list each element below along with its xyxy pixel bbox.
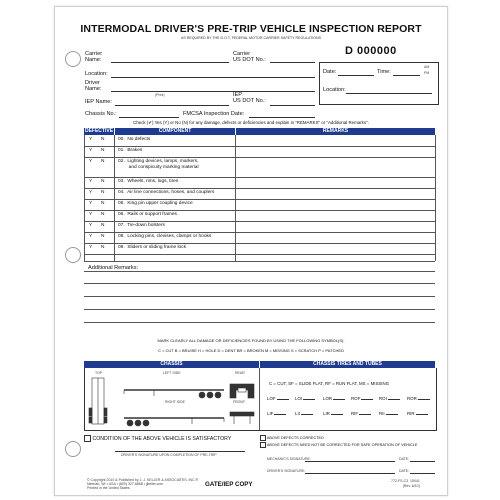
component-name: 09. Sliders or sliding frame lock	[118, 245, 186, 250]
mechanic-date-label: DATE:	[399, 457, 410, 461]
tire-entry-line[interactable]	[386, 414, 398, 415]
tire-entry-line[interactable]	[333, 399, 345, 400]
inspection-form	[54, 6, 448, 496]
punch-hole-bottom	[65, 441, 81, 457]
tire-field[interactable]	[323, 411, 343, 416]
table-left-border	[84, 135, 85, 261]
component-header: COMPONENT	[115, 128, 235, 135]
no-option[interactable]: N	[101, 245, 105, 250]
left-side-label: LEFT SIDE	[163, 371, 181, 375]
component-name: 02. Lighting devices, lamps, markers, and conspicuity marking material	[118, 159, 199, 170]
tire-label: RIR	[407, 411, 415, 416]
table-row	[84, 157, 435, 178]
no-option[interactable]: N	[101, 137, 105, 142]
chassis-header: CHASSIS	[84, 361, 259, 368]
pm-label: PM	[424, 71, 430, 75]
remarks-cell[interactable]	[236, 212, 434, 221]
yes-option[interactable]: Y	[89, 223, 93, 228]
chassis-no-field[interactable]	[119, 117, 179, 118]
rear-view-label: REAR	[235, 371, 245, 375]
defective-header: DEFECTIVE	[84, 128, 114, 134]
corrected-option[interactable]	[260, 435, 324, 441]
tire-legend: C = CUT, SF = SLIDE FLAT, RF = RUN FLAT, MS = MISSING	[269, 381, 390, 386]
no-option[interactable]: N	[101, 223, 105, 228]
remarks-cell[interactable]	[236, 148, 434, 157]
driver-completion-signature-label: DRIVER'S SIGNATURE UPON COMPLETION OF PRE-TRIP	[121, 453, 217, 457]
satisfactory-text: CONDITION OF THE ABOVE VEHICLE IS SATISFACTORY	[92, 435, 232, 442]
chassis-no-label: Chassis No.:	[85, 111, 117, 117]
location-field[interactable]	[111, 77, 315, 78]
tire-label: LII	[295, 411, 300, 416]
chassis-top-view	[89, 378, 107, 424]
tire-field[interactable]	[323, 396, 345, 401]
fmcsa-date-label: FMCSA Inspection Date:	[183, 111, 245, 117]
right-side-label: RIGHT SIDE	[165, 400, 185, 404]
tire-entry-line[interactable]	[388, 399, 400, 400]
tire-entry-line[interactable]	[418, 399, 430, 400]
remarks-cell[interactable]	[236, 159, 434, 177]
corrected-checkbox[interactable]	[260, 435, 266, 441]
remarks-cell[interactable]	[236, 190, 434, 199]
not-corrected-text: ABOVE DEFECTS NEED NOT BE CORRECTED FOR SAFE OPERATION OF VEHICLE	[266, 443, 418, 447]
tire-field[interactable]	[407, 411, 428, 416]
not-corrected-checkbox[interactable]	[260, 442, 266, 448]
tire-entry-line[interactable]	[359, 414, 371, 415]
chassis-front-view	[230, 412, 254, 424]
no-option[interactable]: N	[101, 201, 105, 206]
tire-entry-line[interactable]	[416, 414, 428, 415]
mechanic-signature-field[interactable]	[305, 461, 395, 462]
tire-field[interactable]	[379, 411, 398, 416]
tire-label: RII	[379, 411, 385, 416]
no-option[interactable]: N	[101, 212, 105, 217]
location2-field[interactable]	[346, 93, 432, 94]
satisfactory-option[interactable]	[84, 435, 231, 442]
time-label: Time:	[377, 69, 391, 75]
corrected-text: ABOVE DEFECTS CORRECTED	[266, 436, 324, 440]
fmcsa-date-field[interactable]	[249, 117, 315, 118]
table-blank-row[interactable]	[84, 254, 435, 255]
location-label: Location:	[85, 71, 108, 77]
yes-option[interactable]: Y	[89, 148, 93, 153]
tire-field[interactable]	[267, 411, 286, 416]
col-divider-2	[235, 135, 236, 261]
additional-remarks-label: Additional Remarks:	[88, 265, 139, 271]
chassis-right-side-view	[124, 418, 224, 426]
front-view-label: FRONT	[233, 400, 246, 404]
chassis-rear-view	[230, 384, 254, 398]
component-name: 00. No defects	[118, 137, 151, 142]
yes-option[interactable]: Y	[89, 201, 93, 206]
component-name: 01. Brakes	[118, 148, 143, 153]
mechanic-signature-label: MECHANIC'S SIGNATURE:	[267, 457, 311, 461]
form-subtitle: AS REQUIRED BY THE D.O.T. FEDERAL MOTOR CARRIER SAFETY REGULATIONS	[180, 36, 322, 40]
no-option[interactable]: N	[101, 159, 105, 164]
date-field[interactable]	[338, 75, 374, 76]
date-label: Date:	[323, 69, 337, 75]
tire-field[interactable]	[379, 396, 400, 401]
copy-label: GATE/IEP COPY	[205, 481, 253, 488]
carrier-usdot-label: Carrier US DOT No.:	[233, 51, 266, 63]
tire-label: LIF	[267, 411, 274, 416]
driver-name-label: Driver Name:	[85, 80, 102, 92]
punch-hole-top	[65, 51, 81, 67]
remarks-cell[interactable]	[236, 201, 434, 210]
tire-entry-line[interactable]	[274, 414, 286, 415]
time-field[interactable]	[393, 75, 420, 76]
no-option[interactable]: N	[101, 148, 105, 153]
carrier-usdot-field[interactable]	[270, 62, 315, 63]
no-option[interactable]: N	[101, 234, 105, 239]
tire-label: LOR	[323, 396, 333, 401]
component-name: 06. Rails or support frames	[118, 212, 177, 217]
remarks-line-2[interactable]	[84, 283, 435, 284]
table-blank-row[interactable]	[84, 261, 435, 262]
carrier-name-label: Carrier Name:	[85, 51, 103, 63]
remarks-line-3[interactable]	[84, 296, 435, 297]
chassis-divider	[259, 368, 260, 430]
chassis-diagram[interactable]	[84, 368, 259, 430]
component-name: 04. Air line connections, hoses, and couplers	[118, 190, 215, 195]
tire-label: ROF	[351, 396, 361, 401]
iep-usdot-label: IEP US DOT No.:	[233, 92, 266, 104]
yes-option[interactable]: Y	[89, 137, 93, 142]
driver-date-label: DATE:	[399, 469, 410, 473]
iep-name-label: IEP Name:	[85, 99, 112, 105]
iep-name-field[interactable]	[115, 105, 229, 106]
tire-label: LOI	[295, 396, 303, 401]
no-option[interactable]: N	[101, 179, 105, 184]
remarks-line-1[interactable]	[84, 271, 435, 272]
tire-field[interactable]	[295, 411, 313, 416]
yes-option[interactable]: Y	[89, 245, 93, 250]
yes-option[interactable]: Y	[89, 190, 93, 195]
tire-label: ROR	[407, 396, 417, 401]
driver-name-field[interactable]	[111, 91, 315, 92]
component-name: 03. Wheels, rims, lugs, tires	[118, 179, 179, 184]
driver-signature-field[interactable]	[305, 473, 395, 474]
remarks-cell[interactable]	[236, 223, 434, 232]
tires-header: CHASSIS TIRES AND TUBES	[260, 361, 435, 368]
form-number: D 000000	[345, 45, 397, 57]
punch-hole-middle	[65, 247, 81, 263]
am-label: AM	[424, 65, 430, 69]
component-name: 07. Tie-down bolsters	[118, 223, 165, 228]
tire-label: ROI	[379, 396, 387, 401]
damage-instruction: MARK CLEARLY ALL DAMAGE OR DEFICIENCIES FOUND BY USING THE FOLLOWING SYMBOL(S):	[157, 338, 345, 343]
chassis-left-side-view	[124, 390, 224, 398]
remarks-cell[interactable]	[236, 179, 434, 188]
top-view-label: TOP	[95, 371, 103, 375]
tire-label: RIF	[351, 411, 359, 416]
tire-entry-line[interactable]	[303, 399, 315, 400]
tire-label: LOF	[267, 396, 276, 401]
location2-label: Location:	[323, 87, 346, 93]
tire-entry-line[interactable]	[361, 399, 373, 400]
print-hint: (Print)	[155, 93, 165, 97]
yes-option[interactable]: Y	[89, 159, 93, 164]
carrier-name-field[interactable]	[111, 62, 229, 63]
yes-option[interactable]: Y	[89, 212, 93, 217]
remarks-cell[interactable]	[236, 234, 434, 243]
tire-field[interactable]	[351, 396, 373, 401]
remarks-line-5[interactable]	[84, 322, 435, 323]
date-time-location-box	[319, 62, 439, 105]
driver-signature-label: DRIVER'S SIGNATURE:	[267, 469, 306, 473]
remarks-line-4[interactable]	[84, 309, 435, 310]
remarks-cell[interactable]	[236, 137, 434, 146]
tire-entry-line[interactable]	[331, 414, 343, 415]
form-title: INTERMODAL DRIVER'S PRE-TRIP VEHICLE INSPECTION REPORT	[80, 23, 422, 35]
driver-completion-signature-field[interactable]	[115, 451, 245, 452]
tire-field[interactable]	[267, 396, 289, 401]
damage-symbols: C = CUT B = BRUISE H = HOLE D = DENT BR = BROKEN M = MISSING S = SCRATCH P = PATCHED	[158, 348, 344, 353]
mechanic-date-field[interactable]	[410, 461, 435, 462]
col-divider-1	[114, 135, 115, 261]
component-name: 08. Locking pins, clevises, clamps or hooks	[118, 234, 212, 239]
tire-field[interactable]	[351, 411, 371, 416]
driver-date-field[interactable]	[410, 473, 435, 474]
satisfactory-checkbox[interactable]	[84, 435, 91, 442]
tire-field[interactable]	[407, 396, 430, 401]
remarks-header: REMARKS	[236, 128, 435, 135]
tire-label: LIR	[323, 411, 330, 416]
instructions-text: Check (✔) Yes (Y) or No (N) for any damage, defects or deficiencies and explain in "REMARKS" or "Additional Remarks".	[133, 120, 369, 125]
iep-usdot-field[interactable]	[270, 105, 315, 106]
component-name: 05. King pin upper coupling device	[118, 201, 193, 206]
remarks-cell[interactable]	[236, 245, 434, 254]
not-corrected-option[interactable]	[260, 442, 417, 448]
yes-option[interactable]: Y	[89, 234, 93, 239]
table-right-border	[435, 135, 436, 261]
yes-option[interactable]: Y	[89, 179, 93, 184]
tire-field[interactable]	[295, 396, 315, 401]
no-option[interactable]: N	[101, 190, 105, 195]
form-code: 772-FS-C3 15041 (Rev. 6/10)	[391, 479, 420, 488]
tire-entry-line[interactable]	[301, 414, 313, 415]
copyright-text: © Copyright 2010 & Published by J. J. KELLER & ASSOCIATES, INC.® Neenah, WI • USA • (800) 327-6868 • jjkeller.com Printed in the United States	[87, 478, 199, 490]
tire-entry-line[interactable]	[277, 399, 289, 400]
